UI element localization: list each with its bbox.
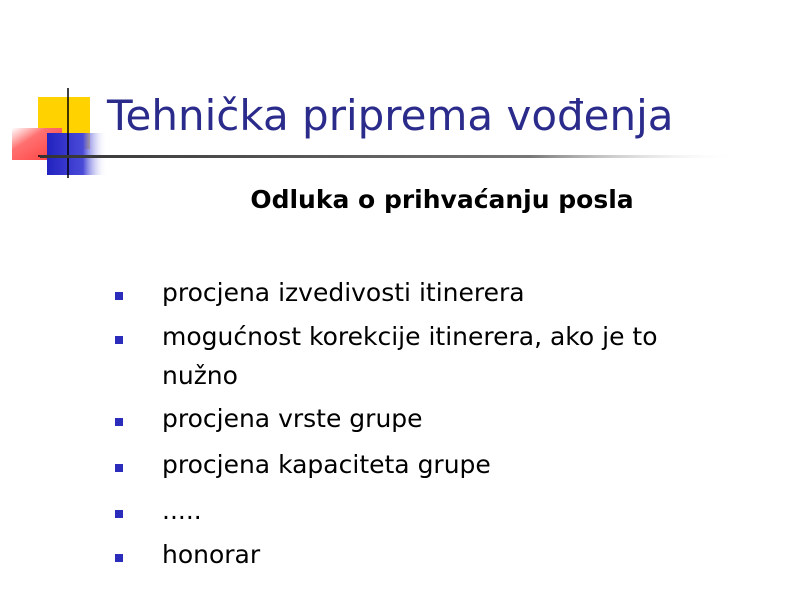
square-bullet-icon: [115, 464, 123, 472]
bullet-text: procjena vrste grupe: [162, 404, 423, 433]
logo-blue-square: [47, 133, 107, 175]
slide-subtitle: Odluka o prihvaćanju posla: [250, 185, 634, 214]
tricolor-squares-logo-icon: [0, 0, 120, 190]
square-bullet-icon: [115, 336, 123, 344]
bullet-text: mogućnost korekcije itinerera, ako je to nužno: [162, 322, 658, 390]
bullet-text: procjena kapaciteta grupe: [162, 450, 491, 479]
square-bullet-icon: [115, 418, 123, 426]
bullet-text: .....: [162, 496, 202, 525]
title-underline-rule: [40, 155, 740, 158]
bullet-text: procjena izvedivosti itinerera: [162, 278, 525, 307]
bullet-text: honorar: [162, 540, 261, 569]
square-bullet-icon: [115, 292, 123, 300]
square-bullet-icon: [115, 554, 123, 562]
square-bullet-icon: [115, 510, 123, 518]
slide-title: Tehnička priprema vođenja: [107, 91, 674, 140]
